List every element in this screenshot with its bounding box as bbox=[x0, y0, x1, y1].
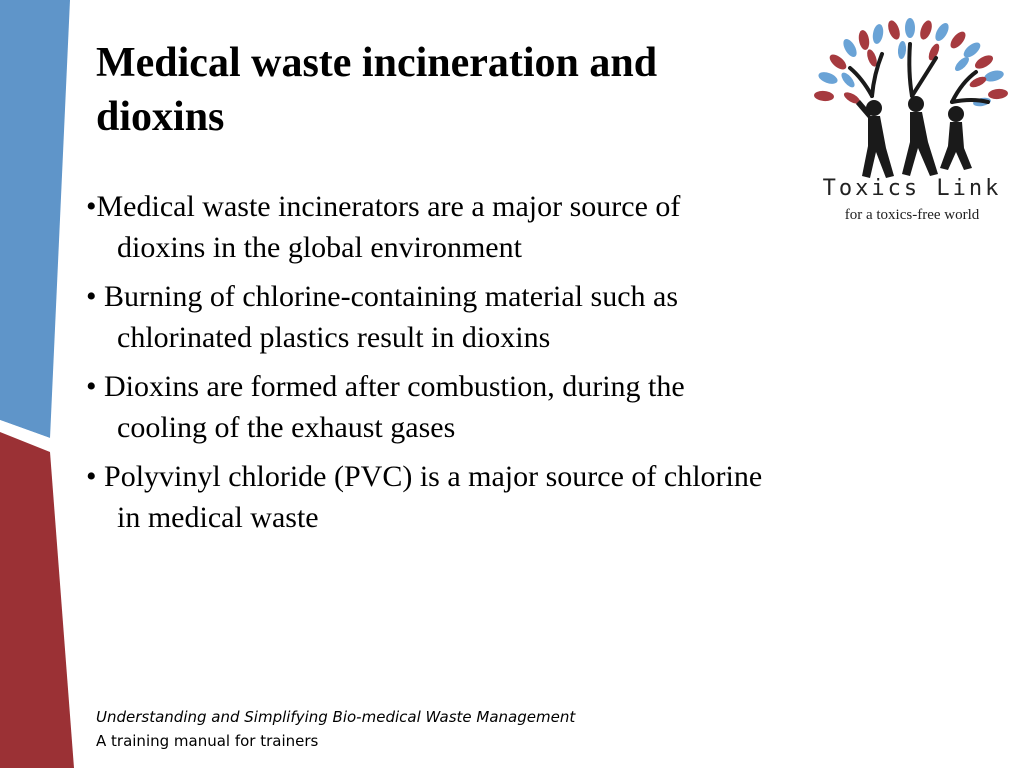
blue-band bbox=[0, 0, 70, 438]
bullet-list bbox=[86, 186, 766, 546]
bullet-item: •Medical waste incinerators are a major source of dioxins in the global environment bbox=[86, 190, 681, 264]
bullet-item: • Dioxins are formed after combustion, during the cooling of the exhaust gases bbox=[86, 370, 685, 444]
bullet-item: • Polyvinyl chloride (PVC) is a major source of chlorine in medical waste bbox=[86, 460, 763, 534]
footer-title: Understanding and Simplifying Bio-medical Waste Management bbox=[96, 708, 576, 726]
slide-title: Medical waste incineration and dioxins bbox=[96, 40, 658, 140]
figures bbox=[856, 96, 972, 178]
side-decoration bbox=[0, 0, 80, 768]
logo-name: Toxics Link bbox=[822, 176, 1002, 201]
bullet-item: • Burning of chlorine-containing material such as chlorinated plastics result in dioxins bbox=[86, 280, 679, 354]
footer-subtitle: A training manual for trainers bbox=[96, 732, 319, 750]
red-band bbox=[0, 432, 74, 768]
logo-tagline: for a toxics-free world bbox=[844, 207, 980, 223]
footer bbox=[96, 705, 696, 753]
